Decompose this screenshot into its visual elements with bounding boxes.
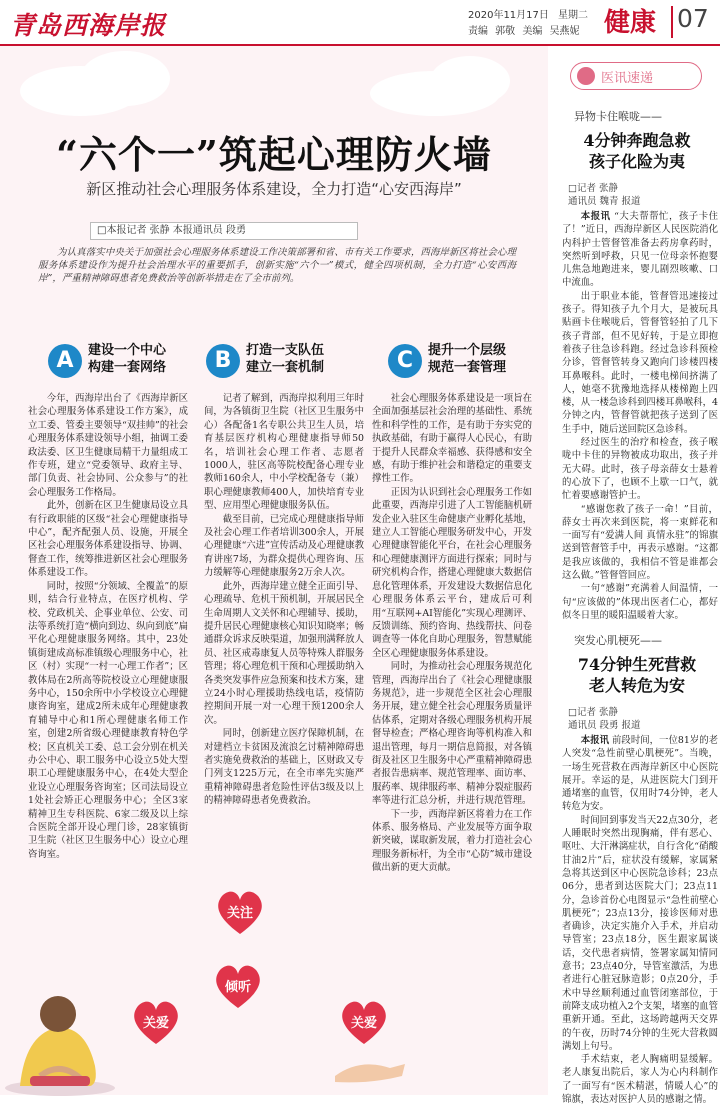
body-paragraph: 同时，创新建立医疗保障机制，在对建档立卡贫困及流浪乞讨精神障碍患者实施免费救治的基础上，区财政又专门列支1225万元，在全市率先实施严重精神障碍患者危险性评估3级及以上的精神障碍患者免费救治。 [204,728,364,807]
article-lead: 为认真落实中央关于加强社会心理服务体系建设工作决策部署和省、市有关工作要求，西海岸新区将社会心理服务体系建设作为提升社会治理水平的重要抓手，创新实施“六个一”模式，健全四项机制，全力打造“心安西海岸”，严重精神障碍患者免费救治等创新举措走在了全市前列。 [38,247,516,284]
body-paragraph: 出于职业本能，管督管迅速接过孩子。得知孩子九个月大，是被玩具贴画卡住喉咙后，管督管轻拍了几下孩子背部，但不见好转，于是立即抱着孩子往急诊科跑。经过急诊科预检分诊，管督管转身又跑向门诊楼四楼耳鼻喉科。此时，一楼电梯间挤满了人，她毫不犹豫地选择从楼梯跑上四楼，从一楼急诊科到四楼耳鼻喉科，4分钟之内，管督管就把孩子送到了医生手中，随后送回院区急诊科。 [562,290,718,435]
body-paragraph: 下一步，西海岸新区将着力在工作体系、服务格局、产业发展等方面争取新突破，谋取新发展，着力打造社会心理服务新标杆，为全市“心防”城市建设做出新的更大贡献。 [372,808,532,874]
article-headline: “六个一”筑起心理防火墙 [56,132,492,177]
section-letter-badge: C [388,344,422,378]
cloud-decoration [430,56,510,106]
body-paragraph: 此外，西海岸建立健全正面引导、心理疏导、危机干预机制，开展居民全生命周期人文关怀和心理辅导、援助，提升居民心理健康核心知识知晓率；畅通群众诉求反映渠道，加强刑满释放人员、社区戒毒康复人员等特殊人群服务管理；将心理危机干预和心理援助纳入各类突发事件应急预案和技术方案，建立24小时心理援助热线电话，疫情防控期间开展一对一心理干预1200余人次。 [204,580,364,726]
page-number: 07 [677,4,709,33]
body-paragraph: 一句“感谢”充满着人间温情，一句“应该做的”体现出医者仁心，都好似冬日里的暖阳温暖着大家。 [562,583,718,621]
brief-kicker: 异物卡住喉咙—— [574,110,662,123]
article-subheadline: 新区推动社会心理服务体系建设，全力打造“心安西海岸” [86,180,462,198]
brief-body [562,734,718,1106]
brief-headline: 4分钟奔跑急救 孩子化险为夷 [583,131,691,171]
body-paragraph: 记者了解到，西海岸拟利用三年时间，为各镇街卫生院（社区卫生服务中心）各配备1名专职公共卫生人员，培育基层医疗机构心理健康指导师50名，培训社会心理工作者、志愿者1000人，驻区高等院校配备心理专业教师160余人，中小学校配备专（兼）职心理健康教师400人，加快培育专业型、应用型心理健康服务队伍。 [204,393,364,512]
heart-label: 关爱 [350,1016,377,1031]
section-title-line: 打造一支队伍 [246,343,325,358]
main-article-panel [0,46,548,1095]
body-paragraph: 今年，西海岸出台了《西海岸新区社会心理服务体系建设工作方案》，成立工委、管委主要领导“双挂帅”的社会心理服务体系建设领导小组，抽调工委政法委、区卫生健康局精干力量组成工作专班，建立“党委领导、政府主导、部门负责、社会协同、公众参与”的社会心理服务工作格局。 [28,393,188,498]
brief-byline: □记者 张静 通讯员 段勇 报道 [568,707,641,731]
cloud-decoration [80,51,170,106]
section-title-line: 建设一个中心 [88,343,167,358]
section-c-heading [388,342,538,386]
body-paragraph: 时间回到事发当天22点30分，老人睡眠时突然出现胸痛，伴有恶心、呕吐、大汗淋漓症状，自行含化“硝酸甘油2片”后，症状没有缓解，家属紧急将其送到区中心医院急诊科；23点06分，患者到达医院大门；23点11分，急诊首份心电图显示“急性前壁心肌梗死”；23点13分，接诊医师对患者确诊，决定实施介入手术，并启动导管室；23点18分，医生跟家属谈话，交代患者病情，签署家属知情同意书；23点40分，导管室激活，为患者进行心脏冠脉造影；0点20分，手术中导丝顺利通过血管闭塞部位，于前降支成功植入2个支架，堵塞的血管重新开通。至此，这场跨越两天交界的午夜，历时74分钟的生死大营救圆满划上句号。 [562,814,718,1052]
body-paragraph: 同时，按照“分领域、全覆盖”的原则，结合行业特点，在医疗机构、学校、党政机关、企事业单位、公安、司法等系统打造“横向到边、纵向到底”扁平化心理健康服务网络。其中，23处镇街建成高标准镇级心理服务中心，社区（村）实现“一村一心理工作者”；区教体局在2所高等院校设立心理健康服务中心，150余所中小学校设立心理健康咨询室，建成2所未成年心理健康教育辅导中心和1所心理健康名师工作室，创建2所省级心理健康教育特色学校；区直机关工委、总工会分别在机关办公中心、职工服务中心设立5处大型职工心理健康服务中心，在4处大型企业设立心理服务咨询室；区司法局设立1处社会矫正心理服务中心；全区3家精神卫生专科医院、6家二级及以上综合医院全部开设心理门诊，28家镇街卫生院（社区卫生服务中心）设立心理咨询室。 [28,580,188,860]
newspaper-masthead: 青岛西海岸报 [10,11,167,40]
brief-kicker: 突发心肌梗死—— [574,634,662,647]
heart-label: 关爱 [142,1016,169,1031]
section-title-line: 建立一套机制 [246,360,325,375]
body-paragraph: 前段时间，一位81岁的老人突发“急性前壁心肌梗死”。当晚，一场生死营救在西海岸新区中心医院展开。幸运的是，从进医院大门到开通堵塞的血管，仅用时74分钟，老人转危为安。 [562,735,718,813]
body-paragraph: “感谢您救了孩子一命！”目前，薛女士再次来到医院，将一束鲜花和一面写有“爱满人间 真情永驻”的锦旗送到管督管手中，再表示感谢。“这都是我应该做的，我相信不管是谁都会这么做。”管督管回应。 [562,503,718,582]
brief-body [562,210,718,622]
body-paragraph: 此外，创新在区卫生健康局设立具有行政职能的区级“社会心理健康指导中心”，配齐配强人员、设施，开展全区社会心理服务体系建设指导、协调、督查工作，统筹推进新区社会心理服务体系建设工作。 [28,500,188,579]
editors-line: 责编 郭敬 美编 吴燕妮 [468,26,580,37]
column-label: 医讯速递 [601,71,654,86]
section-title-line: 构建一套网络 [88,360,167,375]
section-a-column [28,392,188,861]
issue-date: 2020年11月17日 [468,10,549,21]
heart-label: 倾听 [224,980,251,995]
section-title-line: 提升一个层级 [428,343,507,358]
body-paragraph: 截至目前，已完成心理健康指导师及社会心理工作者培训300余人，开展心理健康“六进”宣传活动及心理健康教育讲座7场，为群众提供心理咨询、压力缓解等心理健康服务2万余人次。 [204,513,364,579]
section-letter-badge: A [48,344,82,378]
news-briefs-sidebar [554,46,720,1106]
section-b-column [204,392,364,808]
header-divider [671,6,673,38]
brief-byline: □记者 张静 通讯员 魏青 报道 [568,183,641,207]
section-a-heading [48,342,198,386]
brief-headline: 74分钟生死营救 老人转危为安 [577,655,697,695]
open-hand-icon [330,1046,410,1086]
page-header [0,0,720,46]
section-c-column [372,392,532,875]
sad-person-illustration [0,966,120,1096]
column-label-badge [570,62,702,90]
issue-weekday: 星期二 [558,10,588,21]
heart-badge [128,994,184,1050]
body-paragraph: 社会心理服务体系建设是一项旨在全面加强基层社会治理的基础性、系统性和科学性的工作，是有助于夯实党的执政基础，有助于赢得人心民心，有助于提升人民群众幸福感、获得感和安全感，有助于维护社会和谐稳定的重要支撑性工作。 [372,393,532,485]
section-b-heading [206,342,356,386]
heart-icon [577,67,595,85]
heart-badge [336,994,392,1050]
dateline-label: 本报讯 [580,735,610,746]
body-paragraph: 手术结束，老人胸痛明显缓解。老人康复出院后，家人为心内科制作了一面写有“医术精湛，情暖人心”的锦旗，表达对医护人员的感谢之情。 [562,1054,718,1106]
body-paragraph: 经过医生的治疗和检查，孩子喉咙中卡住的异物被成功取出，孩子并无大碍。此时，孩子母亲薛女士悬着的心放下了，也顾不上歇一口气，就忙着要感谢管护士。 [562,437,718,502]
body-paragraph: 同时，为推动社会心理服务规范化管理，西海岸出台了《社会心理健康服务规范》，进一步规范全区社会心理服务开展，建立健全社会心理服务质量评估体系，定期对各级心理服务机构开展督导检查；严格心理咨询等机构准入和退出管理，每月一期信息简报，对各镇街及社区卫生服务中心严重精神障碍患者报告患病率、规范管理率、面访率、服药率、规律服药率、精神分裂症服药率等进行汇总分析，并进行规范管理。 [372,661,532,807]
heart-label: 关注 [226,906,253,921]
article-byline: □本报记者 张静 本报通讯员 段勇 [90,222,358,240]
dateline-label: 本报讯 [580,211,611,222]
heart-badge [210,958,266,1014]
section-letter-badge: B [206,344,240,378]
section-name: 健康 [604,8,657,38]
section-title-line: 规范一套管理 [428,360,507,375]
body-paragraph: “大夫帮帮忙，孩子卡住了！”近日，西海岸新区人民医院消化内科护士管督管准备去药房拿药时，突然听到呼救，只见一位母亲怀抱婴儿焦急地跑进来，婴儿剧烈咳嗽、口中流血。 [562,211,719,289]
body-paragraph: 正因为认识到社会心理服务工作如此重要，西海岸引进了人工智能脑机研发企业入驻区生命健康产业孵化基地，建立人工智能心理服务研发中心，开发心理健康智能化平台，在社会心理服务和心理健康测评方面进行探索；同时与研究机构合作，搭建心理健康大数据信息化管理体系，开发建设大数据信息化心理服务体系云平台，建成后可利用“互联网+AI智能化”实现心理测评、反馈训练、预约咨询、热线帮扶、问卷调查等一体化自助心理服务，智慧赋能全区心理健康服务体系建设。 [372,486,532,659]
heart-badge [212,884,268,940]
